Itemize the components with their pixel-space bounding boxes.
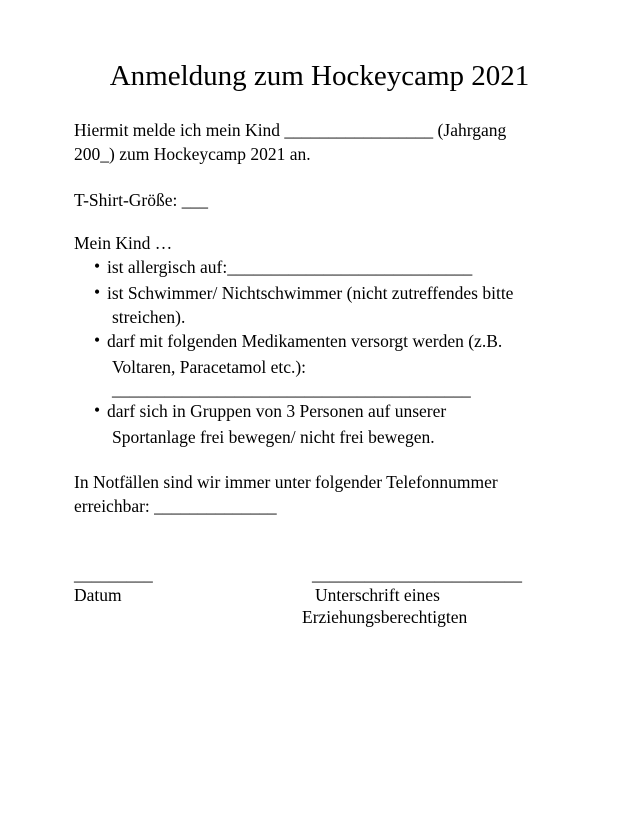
swimmer-line-1: ist Schwimmer/ Nichtschwimmer (nicht zutreffendes bitte — [107, 283, 514, 303]
medication-blank-line: _________________________________________ — [112, 379, 471, 399]
bullet-icon: • — [94, 282, 101, 302]
medication-line-1: darf mit folgenden Medikamenten versorgt werden (z.B. — [107, 331, 503, 351]
groups-line-2: Sportanlage frei bewegen/ nicht frei bewegen. — [112, 427, 435, 447]
mein-kind-heading: Mein Kind … — [74, 233, 173, 253]
intro-line-2: 200_) zum Hockeycamp 2021 an. — [74, 144, 311, 164]
bullet-icon: • — [94, 256, 101, 276]
medication-line-2: Voltaren, Paracetamol etc.): — [112, 357, 307, 377]
date-label: Datum — [74, 585, 122, 605]
date-signature-line: _________ — [74, 564, 153, 584]
emergency-line-2: erreichbar: ______________ — [74, 496, 277, 516]
emergency-line-1: In Notfällen sind wir immer unter folgender Telefonnummer — [74, 472, 498, 492]
allergy-line: ist allergisch auf:____________________________ — [107, 257, 473, 277]
document-title: Anmeldung zum Hockeycamp 2021 — [109, 60, 530, 92]
guardian-label-2: Erziehungsberechtigten — [302, 607, 468, 627]
guardian-label-1: Unterschrift eines — [315, 585, 440, 605]
bullet-icon: • — [94, 330, 101, 350]
swimmer-line-2: streichen). — [112, 307, 186, 327]
intro-line-1: Hiermit melde ich mein Kind _________________ (Jahrgang — [74, 120, 507, 140]
groups-line-1: darf sich in Gruppen von 3 Personen auf unserer — [107, 401, 447, 421]
guardian-signature-line: ________________________ — [312, 564, 522, 584]
bullet-icon: • — [94, 400, 101, 420]
tshirt-size-line: T-Shirt-Größe: ___ — [74, 190, 208, 210]
